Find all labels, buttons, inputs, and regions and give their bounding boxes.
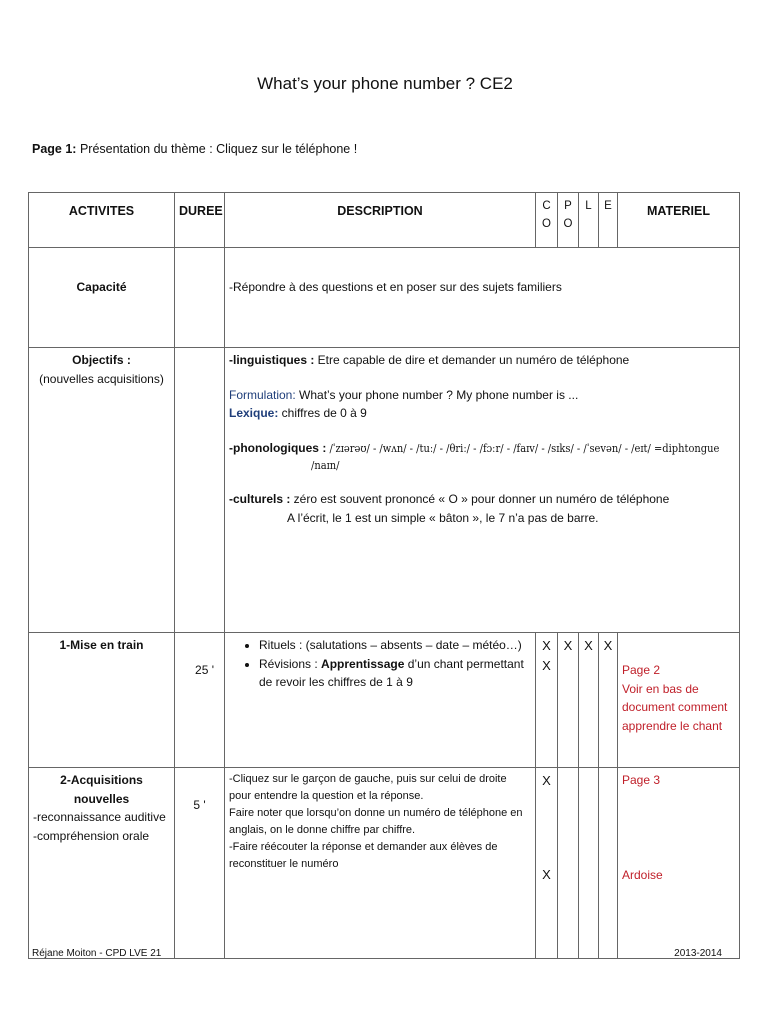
row-objectifs — [29, 348, 740, 633]
document-title: What’s your phone number ? CE2 — [257, 74, 513, 93]
acquisitions-description: -Cliquez sur le garçon de gauche, puis sur celui de droite pour entendre la question et la réponse. Faire noter que lorsqu’on donne un numéro de téléphone en anglais, on le donne chiffre par chiffre. -Faire réécouter la réponse et demander aux élèves de reconstituer le numéro — [225, 768, 536, 959]
acq-co-marks: X X — [536, 768, 558, 959]
lexique-label: Lexique: — [229, 406, 279, 421]
header-po: P O — [558, 193, 579, 248]
header-duree: DUREE — [175, 193, 225, 248]
acquisitions-sub1: -reconnaissance auditive — [33, 810, 166, 825]
formulation-label: Formulation: — [229, 387, 296, 402]
acquisitions-duree: 5 ' — [175, 768, 225, 959]
acquisitions-label: 2-Acquisitions nouvelles — [60, 773, 143, 806]
phonologiques-label: -phonologiques : — [229, 440, 327, 455]
page-intro — [32, 142, 357, 156]
mise-en-train-label: 1-Mise en train — [29, 633, 175, 768]
header-l: L — [579, 193, 599, 248]
objectifs-description — [225, 348, 740, 633]
revisions-item: • Révisions : Apprentissage d’un chant permettant de revoir les chiffres de 1 à 9 — [259, 655, 531, 692]
header-activites: ACTIVITES — [29, 193, 175, 248]
rituels-item: • Rituels : (salutations – absents – date – météo…) — [259, 636, 531, 655]
phonologiques-text: /ˈzɪərəʊ/ - /wʌn/ - /tuː/ - /θriː/ - /fɔːr/ - /faɪv/ - /sɪks/ - /ˈsevən/ - /eɪt/ =diphtongue — [326, 441, 720, 455]
acq-materiel: Page 3 Ardoise — [618, 768, 740, 959]
header-materiel: MATERIEL — [618, 193, 740, 248]
lexique-text: chiffres de 0 à 9 — [278, 406, 367, 421]
page-intro-text: Présentation du thème : Cliquez sur le téléphone ! — [76, 142, 358, 156]
objectifs-label: Objectifs : — [72, 353, 131, 367]
page-label: Page 1: — [32, 142, 77, 156]
capacite-label: Capacité — [29, 248, 175, 348]
mise-materiel: Page 2 Voir en bas de document comment apprendre le chant — [618, 633, 740, 768]
culturels-text: zéro est souvent prononcé « O » pour donner un numéro de téléphone — [290, 492, 670, 507]
phonologiques-line2: /naɪn/ — [311, 459, 340, 473]
header-e: E — [599, 193, 618, 248]
capacite-description: -Répondre à des questions et en poser sur des sujets familiers — [225, 248, 740, 348]
mise-en-train-description — [225, 633, 536, 768]
mise-co-marks: X X — [536, 633, 558, 768]
header-row — [29, 193, 740, 248]
linguistiques-label: -linguistiques : — [229, 353, 315, 367]
linguistiques-text: Etre capable de dire et demander un numéro de téléphone — [314, 353, 630, 367]
objectifs-cell — [29, 348, 175, 633]
row-mise-en-train — [29, 633, 740, 768]
mise-e-mark: X — [599, 633, 618, 768]
culturels-line2: A l’écrit, le 1 est un simple « bâton », le 7 n’a pas de barre. — [287, 511, 599, 526]
row-capacite — [29, 248, 740, 348]
header-description: DESCRIPTION — [225, 193, 536, 248]
mise-en-train-duree: 25 ' — [175, 633, 225, 768]
footer-year: 2013-2014 — [674, 948, 722, 959]
mise-po-mark: X — [558, 633, 579, 768]
mise-l-mark: X — [579, 633, 599, 768]
header-co: C O — [536, 193, 558, 248]
acquisitions-sub2: -compréhension orale — [33, 828, 150, 843]
acquisitions-cell — [29, 768, 175, 959]
culturels-label: -culturels : — [229, 492, 291, 507]
row-acquisitions — [29, 768, 740, 959]
lesson-table — [28, 192, 740, 959]
formulation-text: What’s your phone number ? My phone number is ... — [295, 387, 579, 402]
footer-author: Réjane Moiton - CPD LVE 21 — [32, 948, 162, 959]
objectifs-sub: (nouvelles acquisitions) — [39, 371, 164, 386]
